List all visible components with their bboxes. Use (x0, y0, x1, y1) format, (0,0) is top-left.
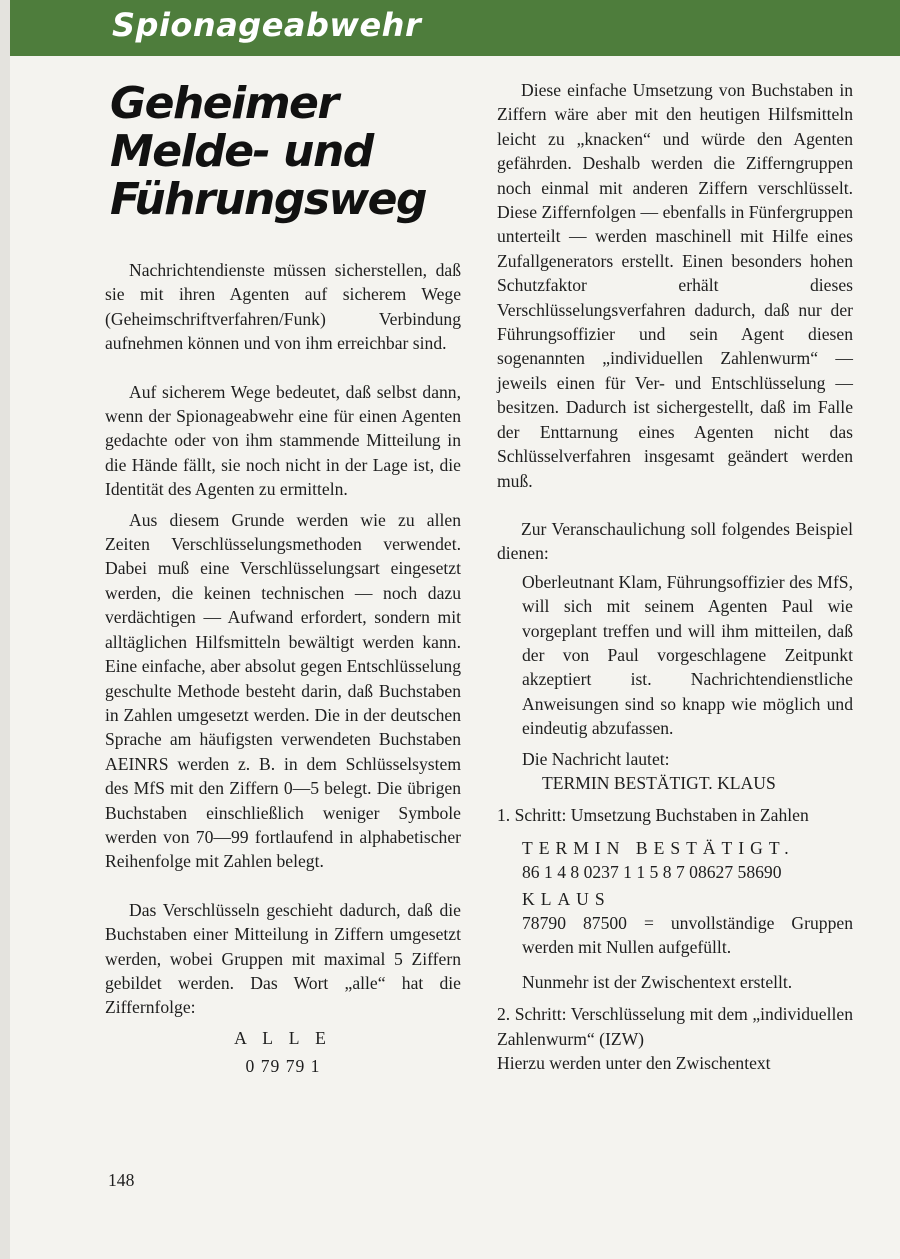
page-edge (0, 0, 10, 1259)
paragraph-encryption-method: Aus diesem Grunde werden wie zu allen Zeiten Verschlüsselungsmethoden verwendet. Dabei muß eine Verschlüsselungsart eingesetzt werden, die keinen technischen — noch dazu verdächtigen — Aufwand erfordert, sondern mit alltäglichen Hilfsmitteln bewältigt werden kann. Eine einfache, aber absolut gegen Entschlüsselung geschulte Methode besteht darin, daß Buchstaben in Zahlen umgesetzt werden. Die in der deutschen Sprache am häufigsten verwendeten Buchstaben AEINRS werden z. B. in dem Schlüsselsystem des MfS mit den Ziffern 0—5 belegt. Die übrigen Buchstaben einschließlich weniger Symbole werden von 70—99 fortlaufend in alphabetischer Reihenfolge mit Zahlen belegt. (105, 509, 461, 872)
section-header-bar (10, 0, 900, 56)
headline-line-1: Geheimer (110, 78, 338, 129)
step-1-label: 1. Schritt: Umsetzung Buchstaben in Zahlen (497, 805, 809, 826)
code-2-digits-note: 78790 87500 = unvollständige Gruppen werden mit Nullen aufgefüllt. (522, 913, 853, 958)
paragraph-intermediate-text: Nunmehr ist der Zwischentext erstellt. (522, 971, 793, 992)
step-2-label: 2. Schritt: Verschlüsselung mit dem „individuellen Zahlenwurm“ (IZW) (497, 1004, 853, 1049)
paragraph-encoding: Das Verschlüsseln geschieht dadurch, daß die Buchstaben einer Mitteilung in Ziffern umgesetzt werden, wobei Gruppen mit maximal 5 Ziffern gebildet werden. Das Wort „alle“ hat die Ziffernfolge: (105, 899, 461, 1018)
paragraph-secure-way: Auf sicherem Wege bedeutet, daß selbst dann, wenn der Spionageabwehr eine für einen Agenten gedachte oder von ihm stammende Mitteilung in die Hände fällt, sie noch nicht in der Lage ist, die Identität des Agenten zu ermitteln. (105, 381, 461, 500)
paragraph-intro: Nachrichtendienste müssen sicherstellen, daß sie mit ihren Agenten auf sicherem Wege (Geheimschriftverfahren/Funk) Verbindung aufnehmen können und von ihm erreichbar sind. (105, 260, 461, 354)
paragraph-message-label: Die Nachricht lautet: (522, 748, 670, 769)
headline-line-3: Führungsweg (110, 174, 427, 225)
right-column (497, 78, 853, 1075)
paragraph-cipher-reason: Diese einfache Umsetzung von Buchstaben in Ziffern wäre aber mit den heutigen Hilfsmitteln leicht zu „knacken“ und würde den Agenten gefährden. Deshalb werden die Zifferngruppen noch einmal mit anderen Ziffern verschlüsselt. Diese Ziffernfolgen — ebenfalls in Fünfergruppen unterteilt — werden maschinell mit Hilfe eines Zufallgenerators erstellt. Einen besonders hohen Schutzfaktor erhält dieses Verschlüsselungsverfahren dadurch, daß nur der Führungsoffizier und sein Agent diesen sogenannten „individuellen Zahlenwurm“ — jeweils einen für Ver- und Entschlüsselung — besitzen. Dadurch ist sichergestellt, daß im Falle der Enttarnung eines Agenten nicht das Schlüsselverfahren insgesamt geändert werden muß. (497, 80, 853, 491)
example-alle-letters: A L L E (234, 1027, 332, 1048)
headline-line-2: Melde- und (110, 126, 373, 177)
code-2-letters: KLAUS (522, 888, 611, 909)
paragraph-example-intro: Zur Veranschaulichung soll folgendes Beispiel dienen: (497, 518, 853, 564)
message-text: TERMIN BESTÄTIGT. KLAUS (542, 772, 776, 793)
code-1-letters: TERMIN BESTÄTIGT. (522, 837, 795, 858)
section-title: Spionageabwehr (112, 6, 422, 44)
article-headline (110, 80, 461, 224)
page-number: 148 (108, 1170, 135, 1190)
code-1-digits: 86 1 4 8 0237 1 1 5 8 7 08627 58690 (522, 862, 782, 883)
paragraph-izw-start: Hierzu werden unter den Zwischentext (497, 1053, 771, 1074)
left-column (105, 78, 461, 1079)
example-alle-digits: 0 79 79 1 (245, 1056, 321, 1077)
paragraph-example-scenario: Oberleutnant Klam, Führungsoffizier des MfS, will sich mit seinem Agenten Paul wie vorgeplant treffen und will ihm mitteilen, daß der von Paul vorgeschlagene Zeitpunkt akzeptiert ist. Nachrichtendienstliche Anweisungen sind so knapp wie möglich und eindeutig abzufassen. (522, 571, 853, 739)
